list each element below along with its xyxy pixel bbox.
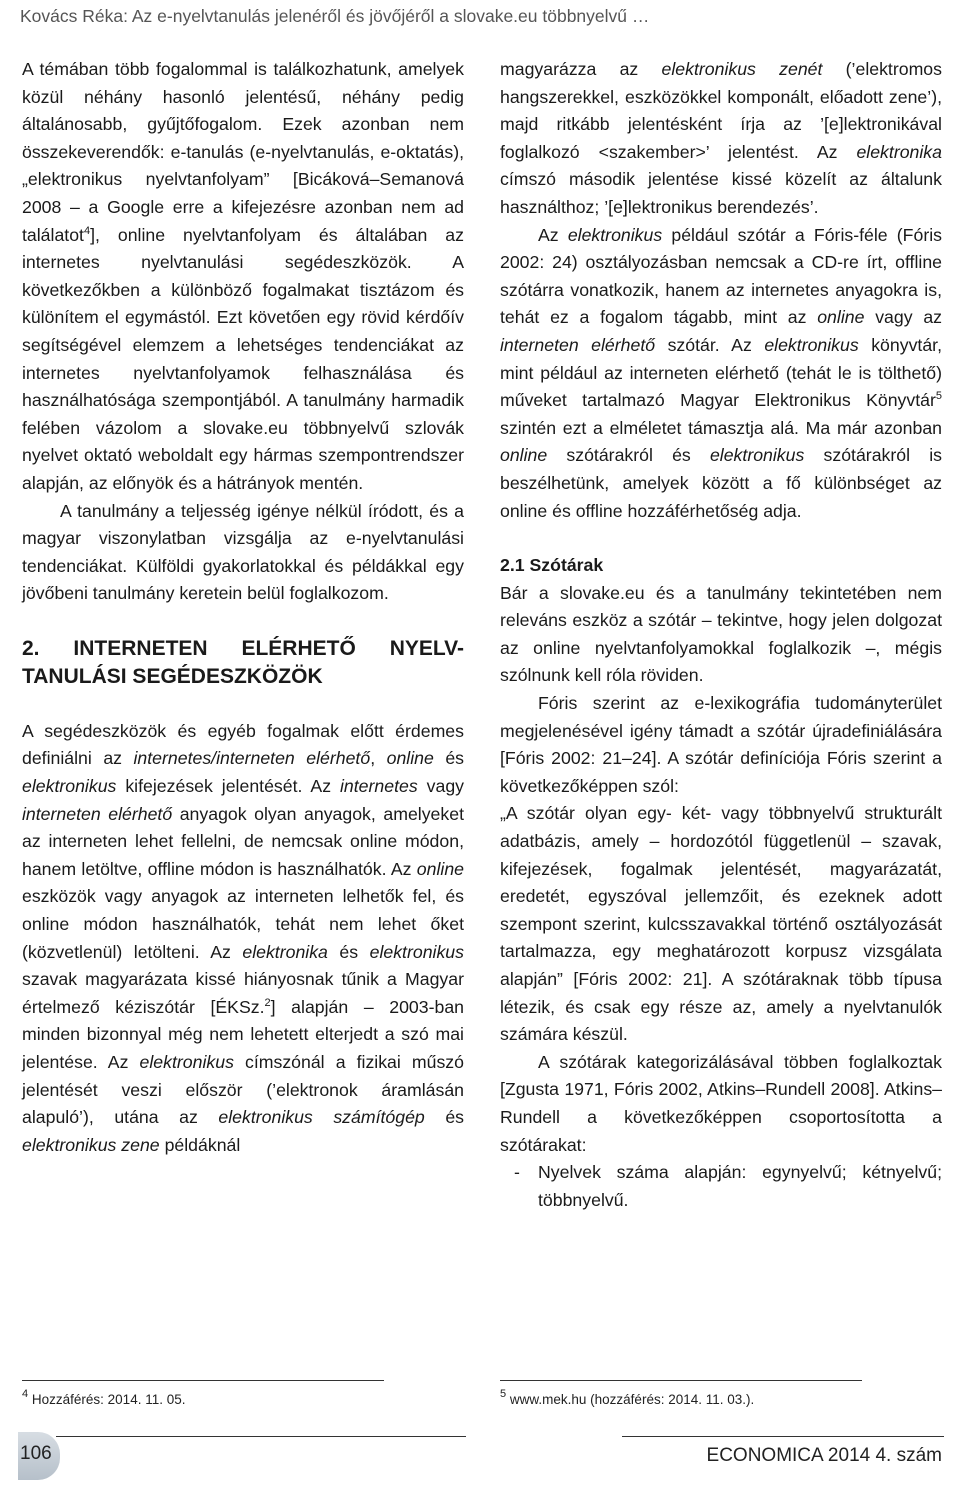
- right-paragraph-4: Fóris szerint az e-lexikográfia tudományterület megjelenésével igény támadt a szótár újradefiniálására [Fóris 2002: 21–24]. A szótár definíciója Fóris szerint a következőképpen szól:: [500, 693, 942, 796]
- right-paragraph-6: A szótárak kategorizálásával többen foglalkoztak [Zgusta 1971, Fóris 2002, Atkins–Rundell 2008]. Atkins–Rundell a következőképpen csoportosította a szótárakat:: [500, 1051, 942, 1155]
- footnote-ref-2: 2: [264, 996, 271, 1009]
- list-dash: -: [514, 1162, 520, 1183]
- list-item: [500, 1159, 942, 1214]
- list-item-text: Nyelvek száma alapján: egynyelvű; kétnyelvű; többnyelvű.: [538, 1162, 942, 1210]
- subsection-heading: 2.1 Szótárak: [500, 555, 604, 576]
- section-heading: 2. INTERNETEN ELÉRHETŐ NYELV-TANULÁSI SEGÉDESZKÖZÖK: [22, 636, 464, 688]
- left-paragraph-2: A tanulmány a teljesség igénye nélkül íródott, és a magyar viszonylatban vizsgálja az e-nyelvtanulási tendenciákat. Külföldi gyakorlatokkal és példákkal egy jövőbeni tanulmány keretein belül foglalkozom.: [22, 500, 464, 604]
- footnote-right: $^5$ www.mek.hu (hozzáférés: 2014. 11. 03.).: [500, 1388, 755, 1407]
- definition-quote: „A szótár olyan egy- két- vagy többnyelvű strukturált adatbázis, amely – hordozótól függetlenül – szavak, kifejezések, fogalmak jelentését, magyarázatát, eredetét, egyszóval jellemzőit, és ezeknek adott szempont szerint, kulcsszavakkal történő osztályozását tartalmazza, egy meghatározott korpusz vizsgálata alapján” [Fóris 2002: 21]. A szótáraknak több típusa létezik, és csak egy része az, amely a nyelvtanulók számára készül.: [500, 803, 942, 1045]
- journal-name: ECONOMICA 2014 4. szám: [706, 1445, 942, 1466]
- right-paragraph-2: Az elektronikus például szótár a Fóris-féle (Fóris 2002: 24) osztályozásban nemcsak a CD-re írt, offline szótárra vonatkozik, hanem az internetes anyagokra is, tehát ez a fogalom tágabb, mint az online vagy az interneten elérhető szótár. Az elektronikus könyvtár, mint például az interneten elérhető (tehát le is tölthető) műveket tartalmazó Magyar Elektronikus Könyvtár$^5$ szintén ezt a elméletet támasztja alá. Ma már azonban online szótárakról és elektronikus szótárakról is beszélhetünk, amelyek között a fő különbséget az online és offline hozzáférhetőség adja.: [500, 224, 942, 521]
- left-paragraph-3: A segédeszközök és egyéb fogalmak előtt érdemes definiálni az internetes/interneten elérhető, online és elektronikus kifejezések jelentését. Az internetes vagy interneten elérhető anyagok olyan anyagok, amelyeket az interneten lehet fellelni, de nemcsak online módon, hanem letöltve, offline módon is használhatók. Az online eszközök vagy anyagok az interneten lelhetők fel, és online módon használhatók, tehát nem lehet őket (közvetlenül) letölteni. Az elektronika és elektronikus szavak magyarázata kissé hiányosnak tűnik a Magyar értelmező kéziszótár [ÉKSz.$^2$] alapján – 2003-ban minden bizonnyal még nem lehetett elterjedt a szó mai jelentése. Az elektronikus címszónál a fizikai műszó jelentését veszi először (’elektronok áramlásán alapuló’), utána az elektronikus számítógép és elektronikus zene példáknál: [22, 720, 465, 1155]
- running-header: Kovács Réka: Az e-nyelvtanulás jelenéről és jövőjéről a slovake.eu többnyelvű …: [20, 6, 650, 26]
- footnote-ref-5: 5: [935, 390, 942, 403]
- footnote-ref-4: 4: [83, 224, 91, 237]
- footer-rule-left: [56, 1436, 466, 1437]
- right-paragraph-1: magyarázza az elektronikus zenét (’elektromos hangszerekkel, eszközökkel komponált, előadott zene’), majd ritkább jelentésként írja az ’[e]lektronikával foglalkozó <szakember>’ jelentést. Az elektronika címszó második jelentése kissé közelít az általunk használthoz; ’[e]lektronikus berendezés’.: [500, 59, 942, 217]
- footnote-rule-left: [22, 1380, 384, 1381]
- left-column: [22, 56, 464, 1159]
- right-column: [500, 56, 942, 1214]
- page-number: 106: [20, 1443, 52, 1464]
- footer-rule-right: [622, 1436, 944, 1437]
- footnote-rule-right: [500, 1380, 862, 1381]
- left-paragraph-1: A témában több fogalommal is találkozhatunk, amelyek közül néhány hasonló jelentésű, néhány pedig általánosabb, gyűjtőfogalom. Ezek azonban nem összekeverendők: e-tanulás (e-nyelvtanulás, e-oktatás), „elektronikus nyelvtanfolyam” [Bicáková–Semanová 2008 – a Google erre a kifejezésre azonban nem ad találatot$^4$], online nyelvtanfolyam és általában az internetes nyelvtanulási segédeszközök. A következőkben a különböző fogalmakat tisztázom és különítem el egymástól. Ezt követően egy rövid kérdőív segítségével elemzem a lehetséges tendenciákat az internetes nyelvtanfolyamok felhasználása és használhatósága szempontjából. A tanulmány harmadik felében vázolom a slovake.eu többnyelvű szlovák nyelvet oktató weboldalt egy hármas szempontrendszer alapján, az előnyök és a hátrányok mentén.: [22, 59, 464, 493]
- right-paragraph-3: Bár a slovake.eu és a tanulmány tekintetében nem releváns eszköz a szótár – tekintve, hogy jelen dolgozat az online nyelvtanfolyamokkal foglalkozik –, mégis szólnunk kell róla röviden.: [500, 582, 942, 686]
- footnote-left: $^4$ Hozzáférés: 2014. 11. 05.: [22, 1388, 186, 1407]
